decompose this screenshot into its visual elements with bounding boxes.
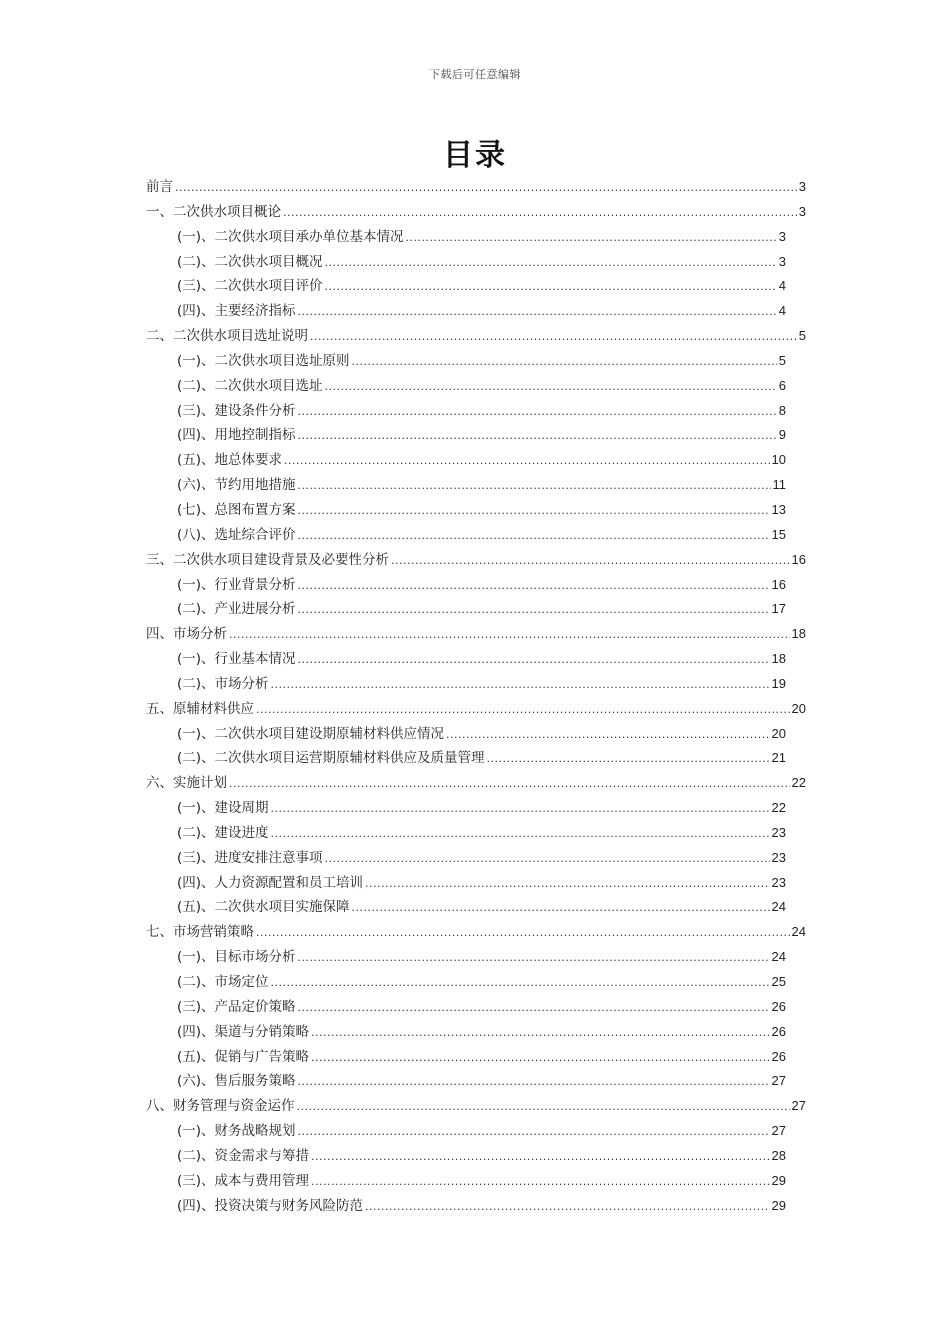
- toc-section-entry[interactable]: [146, 1045, 806, 1070]
- toc-section-entry[interactable]: [146, 423, 806, 448]
- toc-dot-leader: [325, 251, 777, 276]
- toc-section-entry[interactable]: [146, 299, 806, 324]
- toc-section-entry[interactable]: [146, 349, 806, 374]
- toc-page-number: 16: [791, 551, 806, 567]
- toc-page-number: 13: [771, 501, 786, 517]
- toc-entry-label: (一)、财务战略规划: [177, 1123, 296, 1140]
- toc-entry-label: (三)、进度安排注意事项: [177, 849, 323, 866]
- toc-entry-label: (二)、二次供水项目概况: [177, 253, 323, 270]
- toc-dot-leader: [229, 772, 790, 797]
- toc-entry-label: (三)、产品定价策略: [177, 998, 296, 1015]
- toc-entry-label: (二)、资金需求与筹措: [177, 1147, 310, 1164]
- toc-entry-label: (五)、促销与广告策略: [177, 1048, 310, 1065]
- toc-entry-label: 六、实施计划: [146, 775, 227, 792]
- toc-page-number: 4: [778, 278, 786, 294]
- toc-chapter-entry[interactable]: [146, 200, 806, 225]
- toc-entry-label: (四)、人力资源配置和员工培训: [177, 874, 364, 891]
- toc-dot-leader: [298, 524, 770, 549]
- toc-page-number: 5: [798, 328, 806, 344]
- toc-section-entry[interactable]: [146, 448, 806, 473]
- toc-page-number: 5: [778, 352, 786, 368]
- toc-dot-leader: [297, 1095, 790, 1120]
- toc-section-entry[interactable]: [146, 796, 806, 821]
- toc-page-number: 10: [771, 452, 786, 468]
- toc-chapter-entry[interactable]: [146, 324, 806, 349]
- toc-dot-leader: [298, 474, 771, 499]
- toc-dot-leader: [256, 921, 790, 946]
- toc-section-entry[interactable]: [146, 846, 806, 871]
- toc-page-number: 27: [771, 1123, 786, 1139]
- toc-entry-label: (四)、投资决策与财务风险防范: [177, 1197, 364, 1214]
- toc-section-entry[interactable]: [146, 523, 806, 548]
- toc-page-number: 15: [771, 526, 786, 542]
- toc-dot-leader: [175, 176, 797, 201]
- toc-page-number: 22: [771, 800, 786, 816]
- toc-chapter-entry[interactable]: [146, 548, 806, 573]
- toc-chapter-entry[interactable]: [146, 1094, 806, 1119]
- toc-page-number: 8: [778, 402, 786, 418]
- toc-entry-label: 一、二次供水项目概论: [146, 203, 281, 220]
- toc-page-number: 9: [778, 427, 786, 443]
- toc-section-entry[interactable]: [146, 821, 806, 846]
- toc-entry-label: (三)、成本与费用管理: [177, 1172, 310, 1189]
- toc-page-number: 3: [778, 228, 786, 244]
- toc-section-entry[interactable]: [146, 473, 806, 498]
- toc-dot-leader: [271, 797, 770, 822]
- toc-dot-leader: [311, 1170, 769, 1195]
- toc-dot-leader: [298, 996, 770, 1021]
- toc-entry-label: 二、二次供水项目选址说明: [146, 328, 308, 345]
- toc-entry-label: (三)、建设条件分析: [177, 402, 296, 419]
- toc-page-number: 20: [791, 700, 806, 716]
- toc-dot-leader: [391, 549, 790, 574]
- toc-page-number: 23: [771, 874, 786, 890]
- toc-section-entry[interactable]: [146, 1144, 806, 1169]
- toc-entry-label: (一)、目标市场分析: [177, 949, 296, 966]
- toc-page-number: 6: [778, 377, 786, 393]
- header-note: 下载后可任意编辑: [429, 68, 521, 81]
- toc-section-entry[interactable]: [146, 871, 806, 896]
- toc-entry-label: (三)、二次供水项目评价: [177, 278, 323, 295]
- toc-section-entry[interactable]: [146, 1069, 806, 1094]
- toc-entry-label: (一)、二次供水项目承办单位基本情况: [177, 228, 404, 245]
- toc-dot-leader: [325, 375, 777, 400]
- toc-entry-label: (七)、总图布置方案: [177, 501, 296, 518]
- toc-entry-label: (八)、选址综合评价: [177, 526, 296, 543]
- toc-section-entry[interactable]: [146, 945, 806, 970]
- toc-page-number: 27: [791, 1098, 806, 1114]
- toc-page-number: 26: [771, 1048, 786, 1064]
- toc-dot-leader: [352, 896, 770, 921]
- toc-section-entry[interactable]: [146, 647, 806, 672]
- toc-entry-label: 五、原辅材料供应: [146, 700, 254, 717]
- toc-page-number: 27: [771, 1073, 786, 1089]
- toc-entry-label: (一)、二次供水项目建设期原辅材料供应情况: [177, 725, 445, 742]
- toc-entry-label: (二)、建设进度: [177, 824, 269, 841]
- toc-section-entry[interactable]: [146, 1020, 806, 1045]
- toc-entry-label: 前言: [146, 179, 173, 195]
- toc-dot-leader: [298, 1070, 770, 1095]
- toc-dot-leader: [271, 822, 770, 847]
- toc-page-number: 29: [771, 1197, 786, 1213]
- toc-page-number: 28: [771, 1147, 786, 1163]
- toc-dot-leader: [298, 946, 770, 971]
- toc-dot-leader: [298, 400, 777, 425]
- toc-dot-leader: [487, 747, 770, 772]
- toc-entry-label: 四、市场分析: [146, 626, 227, 643]
- toc-entry-label: (二)、产业进展分析: [177, 601, 296, 618]
- toc-section-entry[interactable]: [146, 672, 806, 697]
- toc-section-entry[interactable]: [146, 597, 806, 622]
- toc-page-number: 18: [791, 626, 806, 642]
- toc-dot-leader: [406, 226, 777, 251]
- toc-entry-label: (一)、二次供水项目选址原则: [177, 352, 350, 369]
- toc-entry-label: (六)、节约用地措施: [177, 477, 296, 494]
- toc-section-entry[interactable]: [146, 1169, 806, 1194]
- toc-dot-leader: [365, 872, 769, 897]
- toc-dot-leader: [352, 350, 777, 375]
- toc-entry-label: (四)、主要经济指标: [177, 303, 296, 320]
- toc-page-number: 11: [772, 477, 786, 493]
- toc-dot-leader: [310, 325, 797, 350]
- toc-dot-leader: [256, 698, 790, 723]
- toc-dot-leader: [446, 723, 769, 748]
- toc-section-entry[interactable]: [146, 225, 806, 250]
- toc-entry-label: (六)、售后服务策略: [177, 1073, 296, 1090]
- toc-dot-leader: [311, 1046, 769, 1071]
- toc-dot-leader: [298, 499, 770, 524]
- toc-section-entry[interactable]: [146, 1194, 806, 1219]
- toc-page-number: 25: [771, 974, 786, 989]
- toc-dot-leader: [298, 648, 770, 673]
- toc-chapter-entry[interactable]: [146, 175, 806, 200]
- toc-entry-label: (五)、地总体要求: [177, 452, 283, 469]
- toc-page-number: 26: [771, 998, 786, 1014]
- toc-page-number: 24: [771, 949, 786, 965]
- toc-page-number: 3: [798, 203, 806, 219]
- toc-section-entry[interactable]: [146, 722, 806, 747]
- toc-entry-label: 八、财务管理与资金运作: [146, 1098, 295, 1115]
- toc-page-number: 21: [771, 750, 786, 766]
- toc-entry-label: (一)、建设周期: [177, 800, 269, 817]
- toc-page-number: 17: [771, 601, 786, 617]
- toc-dot-leader: [325, 275, 777, 300]
- toc-dot-leader: [298, 574, 770, 599]
- toc-chapter-entry[interactable]: [146, 920, 806, 945]
- toc-section-entry[interactable]: [146, 250, 806, 275]
- toc-page-number: 16: [771, 576, 786, 592]
- toc-section-entry[interactable]: [146, 573, 806, 598]
- toc-entry-label: (五)、二次供水项目实施保障: [177, 899, 350, 916]
- toc-dot-leader: [271, 673, 770, 698]
- toc-section-entry[interactable]: [146, 895, 806, 920]
- toc-entry-label: 七、市场营销策略: [146, 924, 254, 941]
- toc-dot-leader: [229, 623, 790, 648]
- toc-title: 目录: [443, 138, 507, 173]
- toc-entry-label: (四)、渠道与分销策略: [177, 1023, 310, 1040]
- toc-entry-label: (二)、市场分析: [177, 675, 269, 692]
- table-of-contents: [146, 175, 806, 1218]
- toc-page-number: 4: [778, 303, 786, 319]
- toc-dot-leader: [284, 449, 769, 474]
- toc-dot-leader: [298, 424, 777, 449]
- toc-section-entry[interactable]: [146, 970, 806, 995]
- toc-page-number: 24: [791, 924, 806, 940]
- toc-page-number: 23: [771, 824, 786, 840]
- toc-page-number: 23: [771, 849, 786, 865]
- toc-dot-leader: [311, 1021, 769, 1046]
- toc-chapter-entry[interactable]: [146, 622, 806, 647]
- toc-chapter-entry[interactable]: [146, 697, 806, 722]
- toc-dot-leader: [283, 201, 797, 226]
- toc-page-number: 26: [771, 1023, 786, 1039]
- toc-page-number: 19: [771, 675, 786, 691]
- toc-section-entry[interactable]: [146, 746, 806, 771]
- toc-entry-label: (一)、行业背景分析: [177, 576, 296, 593]
- toc-page-number: 24: [771, 899, 786, 915]
- toc-chapter-entry[interactable]: [146, 771, 806, 796]
- toc-page-number: 22: [791, 775, 806, 791]
- toc-dot-leader: [298, 300, 777, 325]
- toc-entry-label: (二)、二次供水项目选址: [177, 377, 323, 394]
- toc-entry-label: (四)、用地控制指标: [177, 427, 296, 444]
- toc-dot-leader: [298, 598, 770, 623]
- toc-page-number: 3: [778, 253, 786, 269]
- toc-dot-leader: [298, 1120, 770, 1145]
- toc-section-entry[interactable]: [146, 995, 806, 1020]
- toc-page-number: 3: [798, 179, 806, 194]
- toc-dot-leader: [325, 847, 770, 872]
- toc-dot-leader: [365, 1195, 769, 1220]
- toc-section-entry[interactable]: [146, 399, 806, 424]
- toc-page-number: 29: [771, 1172, 786, 1188]
- toc-dot-leader: [271, 971, 770, 996]
- toc-section-entry[interactable]: [146, 1119, 806, 1144]
- toc-dot-leader: [311, 1145, 769, 1170]
- toc-page-number: 18: [771, 651, 786, 667]
- toc-entry-label: (二)、市场定位: [177, 974, 269, 990]
- toc-entry-label: (二)、二次供水项目运营期原辅材料供应及质量管理: [177, 750, 485, 767]
- toc-section-entry[interactable]: [146, 274, 806, 299]
- toc-entry-label: 三、二次供水项目建设背景及必要性分析: [146, 551, 389, 568]
- toc-section-entry[interactable]: [146, 374, 806, 399]
- toc-page-number: 20: [771, 725, 786, 741]
- toc-entry-label: (一)、行业基本情况: [177, 651, 296, 668]
- toc-section-entry[interactable]: [146, 498, 806, 523]
